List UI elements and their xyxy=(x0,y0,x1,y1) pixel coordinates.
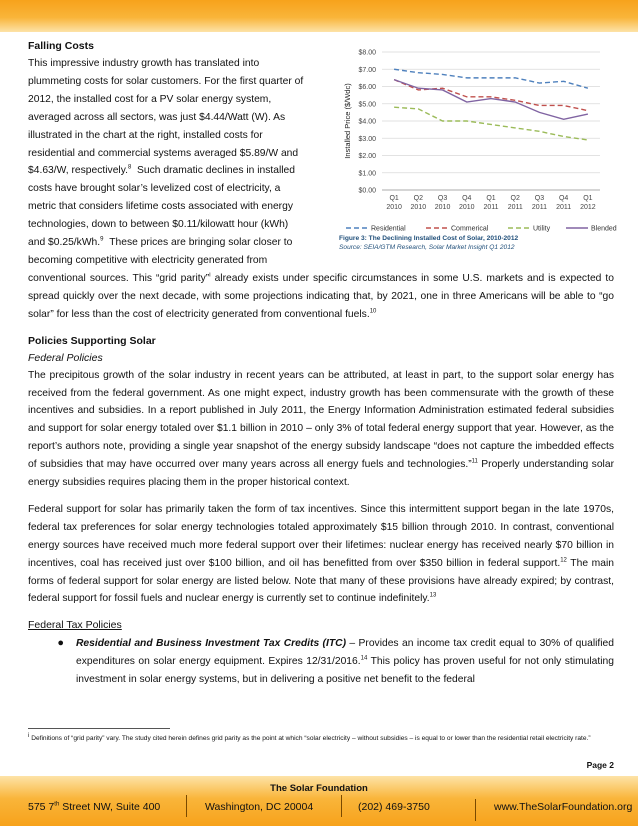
text-line: $4.63/W, respectively.$^8$ Such dramatic declines in installed xyxy=(28,165,296,177)
paragraph-tax-incentives: Federal support for solar has primarily taken the form of tax incentives. Since this intermittent support began in the late 1970s, federal tax preferences for solar energy technologies totaled approximately $15 billion through 2010. In contrast, conventional energy sources have received much more federal support over their lifetimes: nuclear energy has received nearly $70 billion in incentives, coal has received just over $100 billion, and oil has benefitted from over $350 billion in federal support.$^{12}$ The main forms of federal support for solar energy are listed below. Note that many of these provisions have already expired; by contrast, federal support for fossil fuels and nuclear energy is currently set to continue indefinitely.$^{13}$ xyxy=(28,503,614,605)
legend-label: Commerical xyxy=(451,225,489,233)
footnote-divider xyxy=(28,728,170,729)
text-line: averaged across all sectors, was just $4.44/Watt (W). As xyxy=(28,111,286,123)
bullet-text: Residential and Business Investment Tax Credits (ITC) – Provides an income tax credit equal to 30% of qualified expenditures on solar energy equipment. Expires 12/31/2016.14 This policy has proven useful for not only stimulating investment in solar energy systems, but in delivering a positive net benefit to the federal xyxy=(76,638,614,686)
y-tick-label: $4.00 xyxy=(358,118,376,126)
x-tick-label: Q1 xyxy=(583,195,593,202)
legend-label: Utility xyxy=(533,225,551,233)
text-line: plummeting costs for solar customers. For the first quarter of xyxy=(28,75,304,87)
x-tick-label: 2011 xyxy=(556,204,572,211)
figure-source: Source: SEIA/GTM Research, Solar Market Insight Q1 2012 xyxy=(339,244,515,251)
footnote-ref-11[interactable]: 11 xyxy=(471,458,478,465)
y-tick-label: $8.00 xyxy=(358,49,376,57)
footer-city: Washington, DC 20004 xyxy=(205,801,314,813)
x-tick-label: Q2 xyxy=(510,195,520,202)
footer-org: The Solar Foundation xyxy=(270,783,368,794)
footer-divider xyxy=(475,799,476,821)
legend-label: Residential xyxy=(371,225,406,233)
y-tick-label: $0.00 xyxy=(358,187,376,195)
bullet-icon: ● xyxy=(57,637,64,650)
installed-cost-chart xyxy=(338,44,636,259)
footnote-ref-8[interactable]: 8 xyxy=(127,165,132,172)
series-line-utility xyxy=(394,107,588,140)
footer-phone: (202) 469-3750 xyxy=(358,801,430,813)
x-tick-label: Q2 xyxy=(413,195,424,202)
header-band xyxy=(0,0,638,32)
x-tick-label: 2011 xyxy=(531,204,547,211)
text-line: becoming competitive with electricity generated from xyxy=(28,254,268,266)
wrapped-paragraph xyxy=(28,55,328,270)
figure-caption xyxy=(339,234,609,252)
text-line: metric that considers lifetime costs associated with energy xyxy=(28,201,293,213)
section-heading-policies: Policies Supporting Solar xyxy=(28,334,156,347)
footnote-ref-13[interactable]: 13 xyxy=(429,593,437,600)
x-tick-label: Q1 xyxy=(389,195,399,202)
x-tick-label: Q4 xyxy=(462,195,472,202)
y-tick-label: $6.00 xyxy=(358,84,376,91)
text-line: and $0.25/kWh.$^9$ These prices are bringing solar closer to xyxy=(28,236,293,249)
text-line: illustrated in the chart at the right, installed costs for xyxy=(28,129,263,141)
text-line: technologies, down to between $0.11/kilowatt hour (kWh) xyxy=(28,219,289,231)
footnote-ref-10[interactable]: 10 xyxy=(369,308,377,315)
x-tick-label: 2010 xyxy=(458,204,475,211)
paragraph-grid-parity: conventional sources. This “grid parity”$^i$ already exists under specific circumstances in some U.S. markets and is expected to spread quickly over the next decade, with some projections indicating that, by 2021, one in three Americans will be able to “go solar” for less than the cost of electricity generated from conventional fuels.$^{10}$ xyxy=(28,272,614,320)
x-tick-label: Q3 xyxy=(437,195,448,202)
text-line: residential and commercial systems averaged $5.89/W and xyxy=(28,147,299,159)
list-item xyxy=(28,635,614,689)
text-line: costs have brought solar’s levelized cost of electricity, a xyxy=(28,183,281,195)
series-line-blended xyxy=(394,80,588,120)
figure-title: Figure 3: The Declining Installed Cost of Solar, 2010-2012 xyxy=(339,235,519,242)
footer-band xyxy=(0,776,638,826)
y-tick-label: $5.00 xyxy=(358,101,376,109)
text-line: 2012, the installed cost for a PV solar energy system, xyxy=(28,93,272,105)
footnote-ref-i[interactable]: i xyxy=(209,272,211,279)
text-line: This impressive industry growth has translated into xyxy=(28,58,260,69)
x-tick-label: 2011 xyxy=(507,204,523,211)
y-axis-label: Installed Price ($/Wdc) xyxy=(343,83,352,159)
x-tick-label: 2010 xyxy=(386,204,402,211)
subheading-federal-tax-policies: Federal Tax Policies xyxy=(28,619,122,632)
y-tick-label: $2.00 xyxy=(358,153,376,160)
paragraph-federal-support: The precipitous growth of the solar industry in recent years can be attributed, at least in part, to the support solar energy has received from the federal government. As one might expect, industry growth has been commensurate with the growth of these incentives and subsidies. In a report published in July 2011, the Energy Information Administration estimated federal subsidies and support for solar energy totaled over $1.1 billion in 2010 – only 3% of total federal energy support that year. However, as the report’s authors note, providing a single year snapshot of the energy subsidy landscape “does not capture the imbedded effects of subsidies that may have occurred over many years across all energy fuels and technologies.”$^{11}$ Properly understanding solar energy subsidies requires placing them in the proper historical context. xyxy=(28,369,614,489)
footer-divider xyxy=(186,795,187,817)
legend-label: Blended xyxy=(591,225,617,233)
x-tick-label: 2012 xyxy=(580,204,596,211)
x-tick-label: 2010 xyxy=(434,204,451,211)
footer-address: 575 7th Street NW, Suite 400 xyxy=(28,801,161,813)
y-tick-label: $7.00 xyxy=(358,66,376,74)
footnote-ref-9[interactable]: 9 xyxy=(100,236,104,243)
footer-website[interactable]: www.TheSolarFoundation.org xyxy=(494,801,633,813)
x-tick-label: 2011 xyxy=(483,204,499,211)
x-tick-label: 2010 xyxy=(410,204,427,211)
footnote: $^i$ Definitions of “grid parity” vary. The study cited herein defines grid parity as the point at which “solar electricity – without subsidies – is equal to or lower than the residential retail electricity rate.” xyxy=(28,732,591,742)
x-tick-label: Q1 xyxy=(486,195,496,202)
subheading-federal-policies: Federal Policies xyxy=(28,351,103,364)
footnote-ref-12[interactable]: 12 xyxy=(560,557,567,564)
page-number: Page 2 xyxy=(586,760,614,770)
x-tick-label: Q3 xyxy=(534,195,545,202)
section-heading-falling-costs: Falling Costs xyxy=(28,40,94,52)
series-line-residential xyxy=(394,69,588,88)
series-line-commerical xyxy=(394,80,588,111)
footer-divider xyxy=(341,795,342,817)
y-tick-label: $1.00 xyxy=(358,170,376,178)
footnote-ref-14[interactable]: 14 xyxy=(360,655,368,662)
y-tick-label: $3.00 xyxy=(358,135,376,143)
x-tick-label: Q4 xyxy=(558,195,569,202)
